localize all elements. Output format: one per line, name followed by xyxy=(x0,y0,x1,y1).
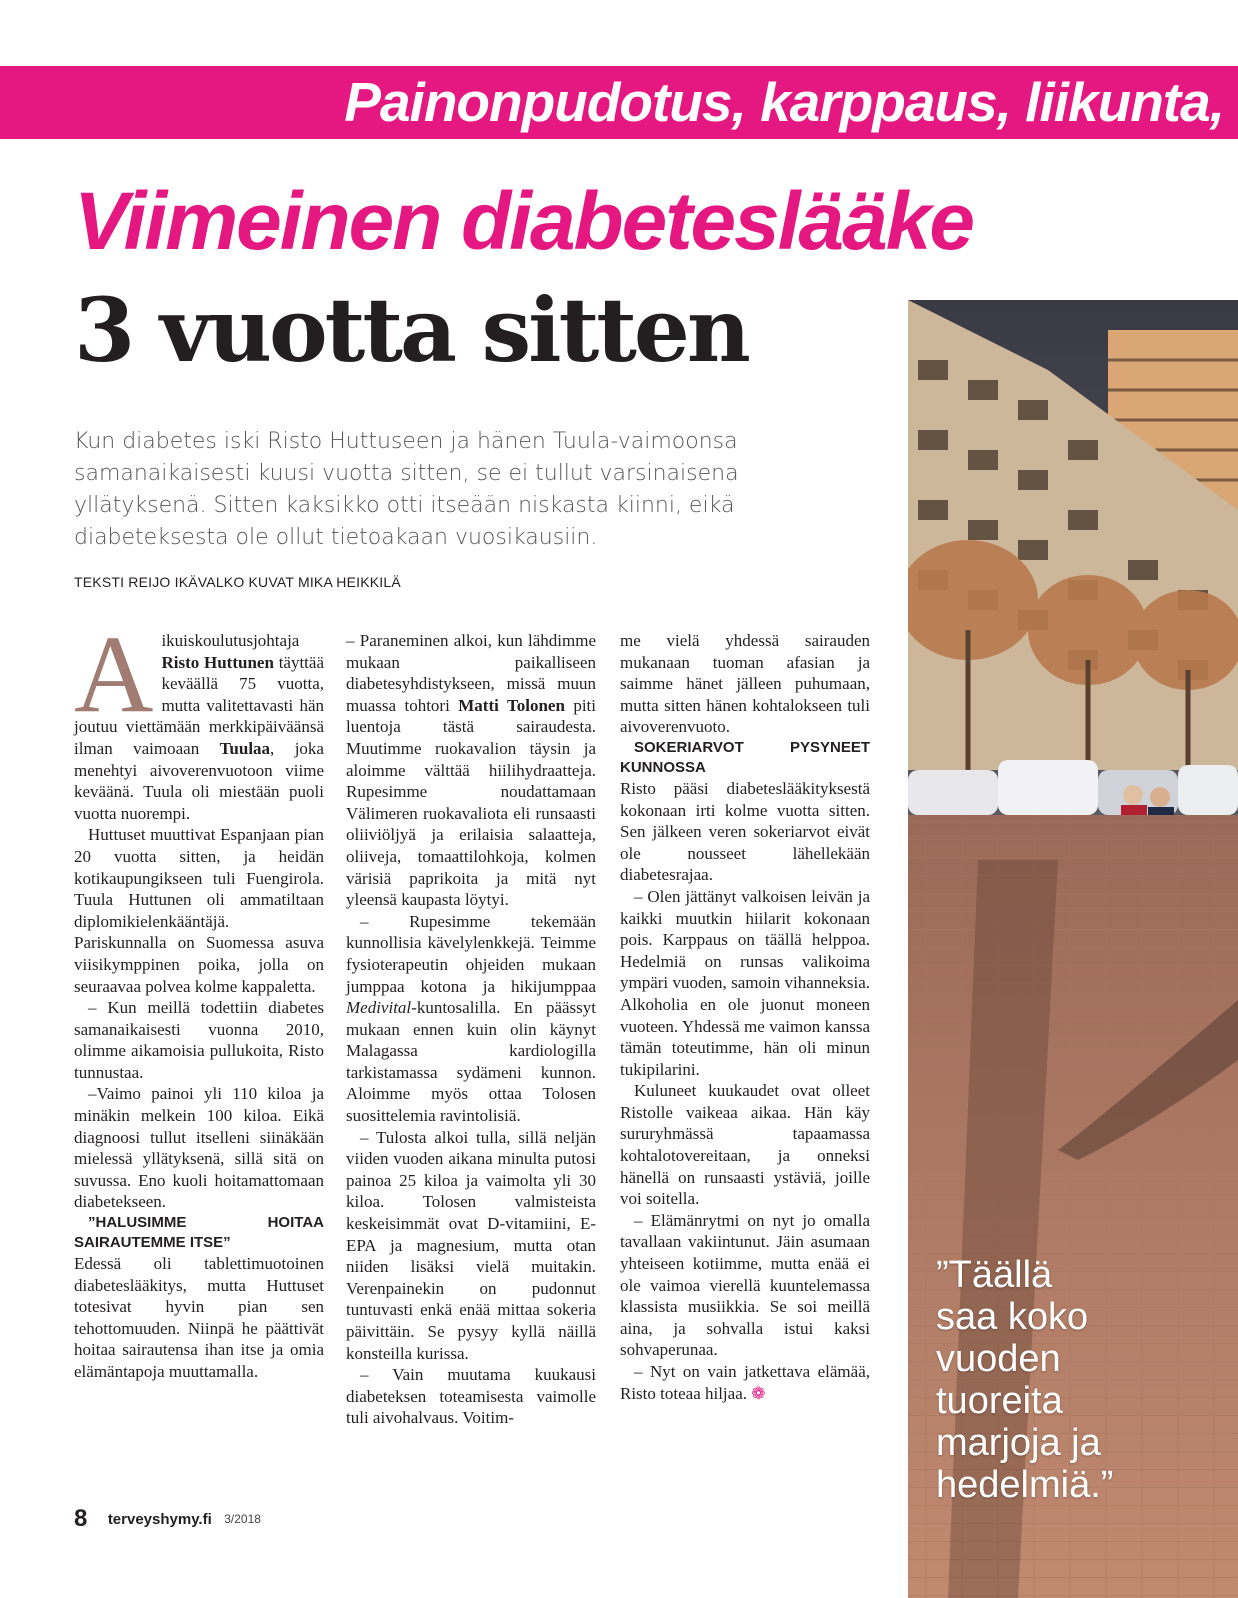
text-run: ikuiskoulutusjohtaja xyxy=(161,631,300,650)
col3-paragraph-3: – Olen jättänyt valkoisen leivän ja kaikki muutkin hiilarit kokonaan pois. Karppaus on täällä helppoa. Hedelmiä on runsas valikoima ympäri vuoden, samoin vihanneksia. Alkoholia en ole juonut moneen vuoteen. Yhdessä me vaimon kanssa tämän toteutimme, hän oli minun tukipilarini. xyxy=(620,886,870,1079)
col2-paragraph-4: – Vain muutama kuukausi diabeteksen toteamisesta vaimolle tuli aivohalvaus. Voitim- xyxy=(346,1365,596,1428)
text-run: piti luentoja tästä sairaudesta. Muutimme ruokavalion täysin ja aloimme välttää hiilihydraatteja. Rupesimme noudattamaan Välimeren ruokavaliota eli runsaasti oliiviöljyä ja erilaisia salaatteja, oliiveja, tomaattilohkoja, kolmen värisiä paprikoita ja mitä nyt yleensä kaupasta löytyi. xyxy=(346,695,596,910)
name-risto: Risto Huttunen xyxy=(161,652,274,672)
text-run: – Rupesimme tekemään kunnollisia kävelylenkkejä. Teimme fysioterapeutin ohjeiden mukaan jumppaa kotona ja hikijumppaa xyxy=(346,911,596,996)
col3-paragraph-2: Risto pääsi diabeteslääkityksestä kokonaan irti kolme vuotta sitten. Sen jälkeen veren sokeriarvot eivät ole nousseet lähellekään diabetesrajaa. xyxy=(620,778,870,885)
col2-paragraph-2 xyxy=(346,911,596,1127)
article-column-3 xyxy=(620,630,870,1404)
col1-paragraph-4: –Vaimo painoi yli 110 kiloa ja minäkin melkein 100 kiloa. Eikä diagnoosi tullut itselleni siinäkään mielessä yllätyksenä, sillä sitä on suvussa. Eno kuoli hoitamattomaan diabetekseen. xyxy=(74,1084,324,1212)
text-run: – Nyt on vain jatkettava elämää, Risto toteaa hiljaa. xyxy=(620,1362,870,1403)
col2-paragraph-1 xyxy=(346,630,596,911)
name-tuula: Tuulaa xyxy=(219,738,271,758)
headline-line1: Viimeinen diabeteslääke xyxy=(74,176,973,267)
col3-paragraph-5: – Elämänrytmi on nyt jo omalla tavallaan vakiintunut. Jäin asumaan yhteiseen kotiimme, mutta enää ei ole vaimoa vierellä kuuntelemassa klassista musiikkia. Se soi meillä aina, ja sohvalla istui kaksi sohvaperunaa. xyxy=(620,1210,870,1360)
name-tolonen: Matti Tolonen xyxy=(458,695,565,715)
quote-line: vuoden xyxy=(936,1338,1061,1380)
byline: TEKSTI REIJO IKÄVALKO KUVAT MIKA HEIKKILÄ xyxy=(74,574,401,590)
headline-line2: 3 vuotta sitten xyxy=(74,278,748,382)
pull-quote xyxy=(936,1254,1226,1506)
col1-paragraph-2: Huttuset muuttivat Espanjaan pian 20 vuotta sitten, ja heidän kotikaupungikseen tuli Fuengirola. Tuula Huttunen oli ammatiltaan diplomikielenkääntäjä. Pariskunnalla on Suomessa asuva viisikymppinen poika, jolla on seuraavaa polvea kolme kappaletta. xyxy=(74,825,324,996)
col1-subhead: ”HALUSIMME HOITAA SAIRAUTEMME ITSE” xyxy=(74,1214,324,1252)
article-column-1 xyxy=(74,613,325,1383)
end-mark-icon: ❁ xyxy=(751,1383,766,1403)
site-name: terveyshymy.fi xyxy=(107,1510,212,1528)
drop-cap: A xyxy=(74,613,154,735)
section-banner xyxy=(0,66,1238,139)
col1-paragraph-5: Edessä oli tablettimuotoinen diabeteslääkitys, mutta Huttuset totesivat hyvin pian sen tehottomuuden. Niinpä he päättivät hoitaa sairautensa ihan itse ja omia elämäntapoja muuttamalla. xyxy=(74,1254,324,1381)
text-run: , joka menehtyi aivoverenvuotoon viime keväänä. Tuula oli miestään puoli vuotta nuorempi. xyxy=(74,738,324,823)
banner-title: Painonpudotus, karppaus, liikunta, xyxy=(344,71,1224,133)
article-column-2 xyxy=(346,630,596,1429)
text-run: -kuntosalilla. En päässyt mukaan ennen kuin olin käynyt Malagassa kardiologilla tarkistamassa sydämeni kunnon. Aloimme myös ottaa Tolosen suosittelemia ravintolisiä. xyxy=(346,998,596,1126)
quote-line: hedelmiä.” xyxy=(936,1464,1114,1506)
page-number: 8 xyxy=(74,1505,88,1532)
quote-line: tuoreita xyxy=(936,1380,1063,1422)
col3-paragraph-6 xyxy=(620,1361,870,1404)
page-footer xyxy=(74,1505,261,1533)
issue-number: 3/2018 xyxy=(224,1512,261,1526)
lead-paragraph: Kun diabetes iski Risto Huttuseen ja hänen Tuula-vaimoonsa samanaikaisesti kuusi vuotta sitten, se ei tullut varsinaisena yllätyksenä. Sitten kaksikko otti itseään niskasta kiinni, eikä diabeteksesta ole ollut tietoakaan vuosikausiin. xyxy=(74,429,739,550)
quote-line: ”Täällä xyxy=(936,1254,1053,1296)
col3-paragraph-1: me vielä yhdessä sairauden mukanaan tuoman afasian ja saimme hänet jälleen puhumaan, mutta sitten hänen kohtalokseen tuli aivoverenvuoto. xyxy=(620,631,870,737)
col3-subhead: SOKERIARVOT PYSYNEET KUNNOSSA xyxy=(620,738,870,776)
text-run: – Paraneminen alkoi, kun lähdimme mukaan paikalliseen diabetesyhdistykseen, missä muun muassa tohtori xyxy=(346,631,596,715)
col2-paragraph-3: – Tulosta alkoi tulla, sillä neljän viiden vuoden aikana minulta putosi painoa 25 kiloa ja vaimolta yli 30 kiloa. Tolosen valmisteista keskeisimmät ovat D-vitamiini, E-EPA ja magnesium, mutta otan niiden lisäksi vielä muitakin. Verenpainekin on pudonnut tuntuvasti enkä enää mittaa sokeria päivittäin. Se pysyy kyllä näillä konsteilla kurissa. xyxy=(346,1127,596,1363)
quote-line: saa koko xyxy=(936,1296,1089,1338)
col3-paragraph-4: Kuluneet kuukaudet ovat olleet Ristolle vaikeaa aikaa. Hän käy sururyhmässä tapaamassa kohtalotovereitaan, ja onneksi hänellä on runsaasti ystäviä, joille voi soitella. xyxy=(620,1081,870,1209)
quote-line: marjoja ja xyxy=(936,1422,1101,1464)
col1-paragraph-1 xyxy=(74,613,325,824)
col1-paragraph-3: – Kun meillä todettiin diabetes samanaikaisesti vuonna 2010, olimme aikamoisia pullukoita, Risto tunnustaa. xyxy=(74,998,324,1082)
text-run: täyttää keväällä 75 vuotta, mutta valitettavasti hän joutuu viettämään merkkipäiväänsä ilman vaimoaan xyxy=(74,652,325,758)
brand-medivital: Medivital xyxy=(346,998,412,1018)
